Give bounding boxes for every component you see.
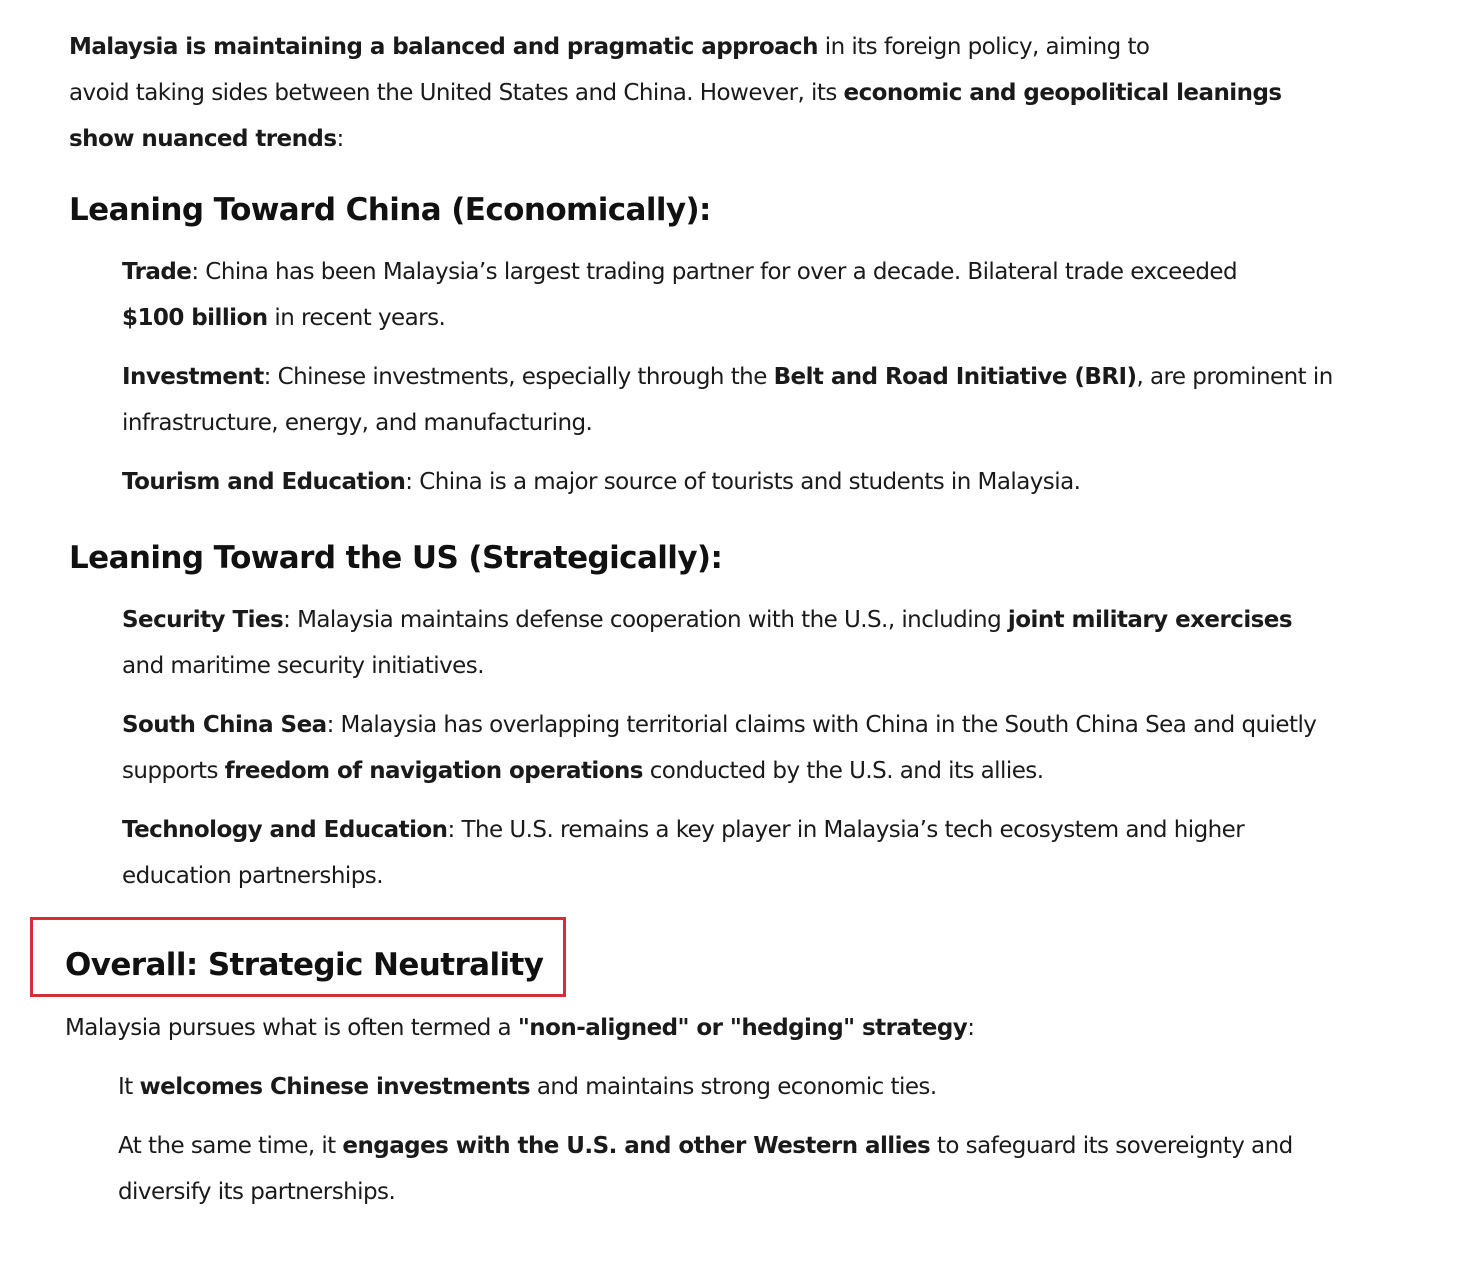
item-text: : China is a major source of tourists and students in Malaysia. [405, 469, 1081, 495]
item-text: It [118, 1074, 140, 1100]
list-item-investment [122, 354, 1352, 446]
intro-text-1: in its foreign policy, aiming to [817, 34, 1150, 60]
lead-end: : [967, 1015, 975, 1041]
item-bold: freedom of navigation operations [224, 758, 643, 784]
intro-bold-1: Malaysia is maintaining a balanced and pragmatic approach [69, 34, 818, 60]
item-label: Trade [122, 259, 192, 285]
list-item-south-china-sea [122, 702, 1322, 794]
item-text: in recent years. [267, 305, 446, 331]
intro-text-2: avoid taking sides between the United States and China. However, its [69, 80, 844, 106]
intro-text-3: : [336, 126, 344, 152]
list-item-tourism-education [122, 459, 1352, 505]
item-text: and maritime security initiatives. [122, 653, 484, 679]
item-text: , are prominent in infrastructure, energy, and manufacturing. [122, 364, 1333, 436]
item-label: Security Ties [122, 607, 284, 633]
item-bold: welcomes Chinese investments [139, 1074, 531, 1100]
item-bold: joint military exercises [1007, 607, 1292, 633]
lead-bold: "non-aligned" or "hedging" strategy [517, 1015, 968, 1041]
item-text: : The U.S. remains a key player in Malaysia’s tech ecosystem and higher education partnerships. [122, 817, 1245, 889]
item-label: Investment [122, 364, 264, 390]
item-text: : Chinese investments, especially through the [263, 364, 774, 390]
intro-bold-3: show nuanced trends [69, 126, 337, 152]
heading-overall: Overall: Strategic Neutrality [65, 947, 544, 983]
item-bold: Belt and Road Initiative (BRI) [773, 364, 1137, 390]
list-item-welcomes-investment [118, 1064, 1298, 1110]
overall-lead-paragraph [65, 1005, 1365, 1051]
list-item-trade [122, 249, 1352, 341]
list-item-technology-education [122, 807, 1322, 899]
heading-us: Leaning Toward the US (Strategically): [69, 540, 723, 576]
list-item-security-ties [122, 597, 1322, 689]
us-list [122, 597, 1322, 912]
item-text: and maintains strong economic ties. [530, 1074, 937, 1100]
item-text: conducted by the U.S. and its allies. [642, 758, 1044, 784]
item-label: South China Sea [122, 712, 327, 738]
item-bold: $100 billion [122, 305, 268, 331]
item-label: Technology and Education [122, 817, 448, 843]
item-text: : China has been Malaysia’s largest trading partner for over a decade. Bilateral trade exceeded [191, 259, 1238, 285]
item-label: Tourism and Education [122, 469, 406, 495]
item-text: : Malaysia maintains defense cooperation with the U.S., including [283, 607, 1008, 633]
item-text: : Malaysia has overlapping territorial claims with China in the South China Sea and quietly supports [122, 712, 1317, 784]
lead-text: Malaysia pursues what is often termed a [65, 1015, 518, 1041]
china-list [122, 249, 1352, 518]
intro-paragraph [69, 24, 1369, 162]
list-item-engages-us [118, 1123, 1298, 1215]
item-text: to safeguard its sovereignty and diversify its partnerships. [118, 1133, 1293, 1205]
overall-list [118, 1064, 1298, 1228]
intro-bold-2: economic and geopolitical leanings [843, 80, 1282, 106]
heading-china: Leaning Toward China (Economically): [69, 192, 711, 228]
item-text: At the same time, it [118, 1133, 343, 1159]
item-bold: engages with the U.S. and other Western allies [342, 1133, 931, 1159]
